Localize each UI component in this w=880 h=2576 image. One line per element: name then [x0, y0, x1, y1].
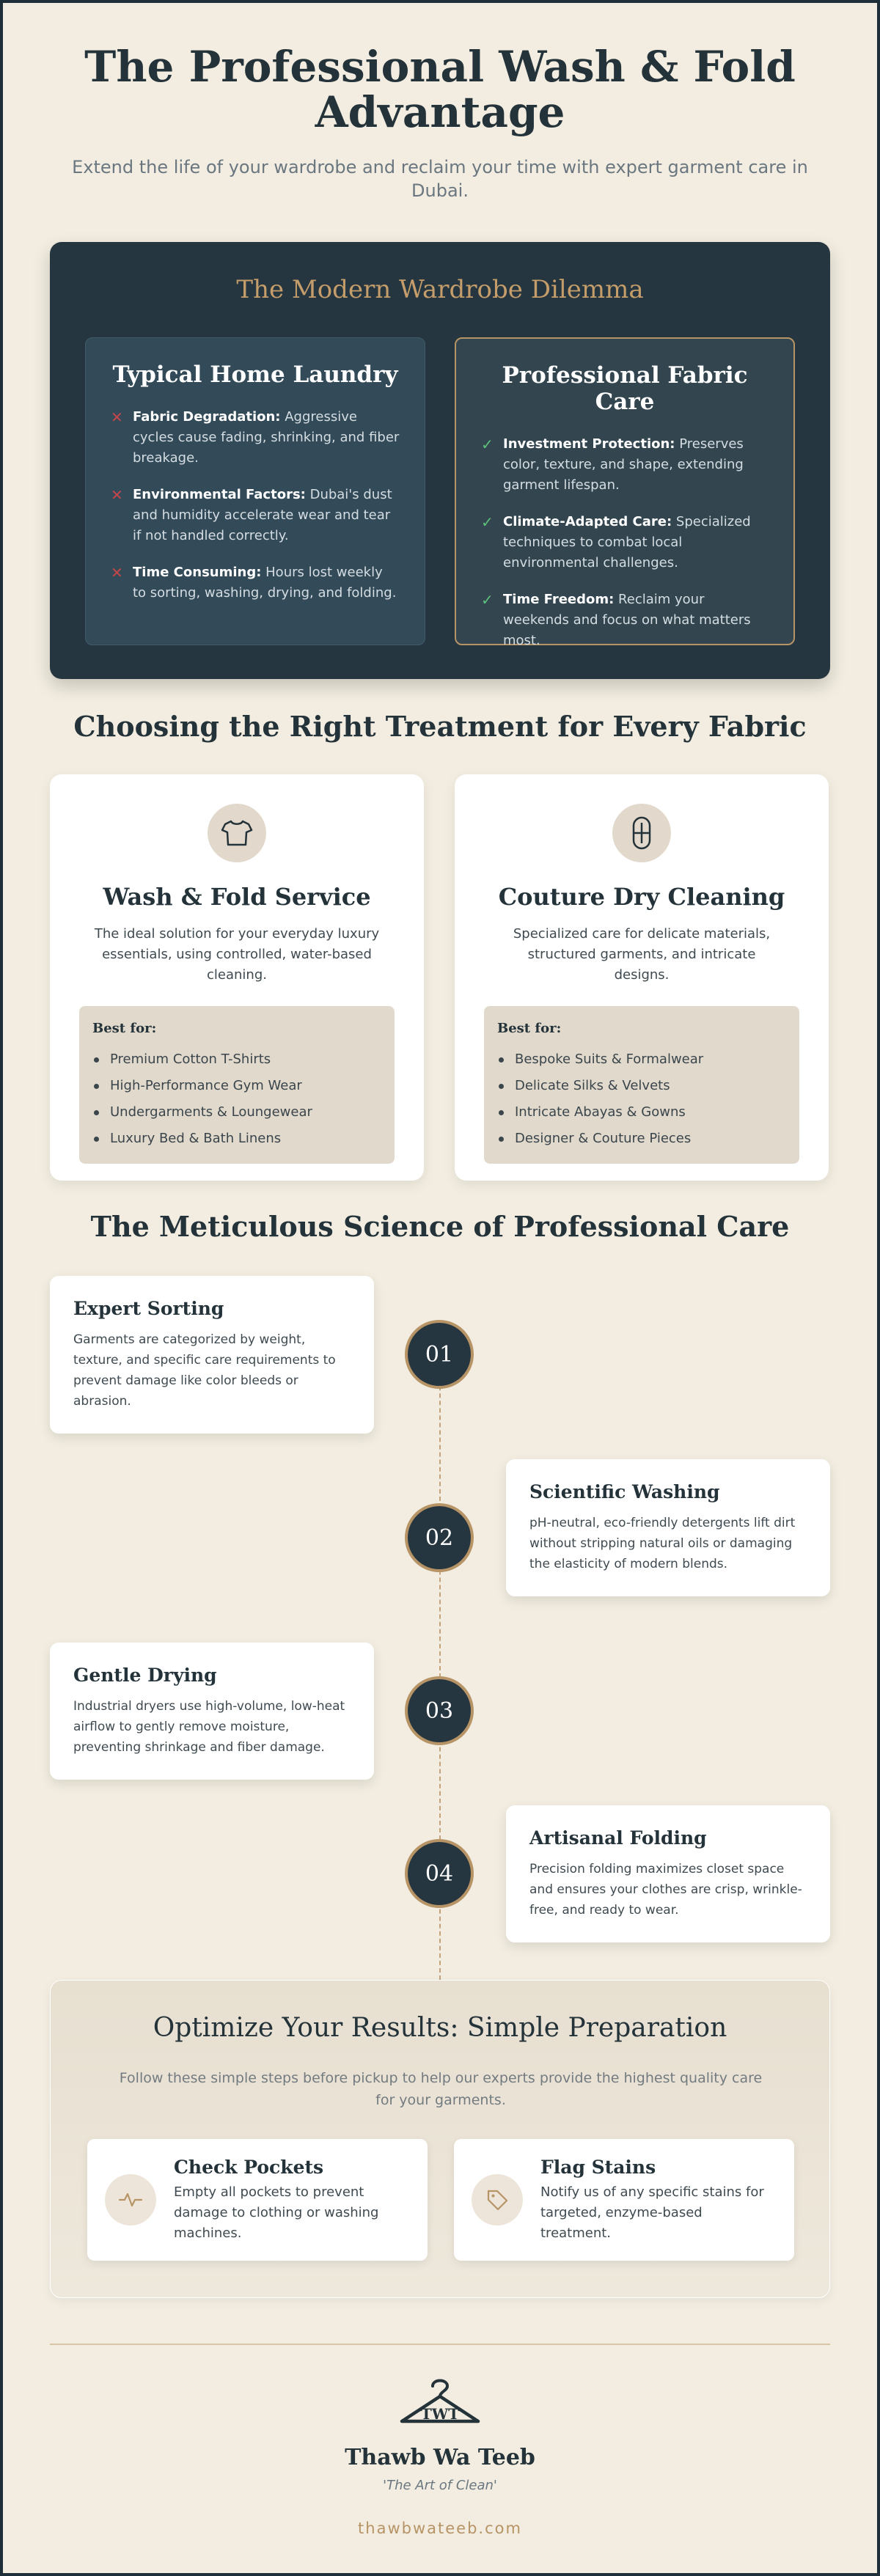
item-text: Hours lost weekly to sorting, washing, drying, and folding.: [133, 565, 397, 601]
footer-divider: [50, 2344, 830, 2345]
item-label: Environmental Factors:: [133, 487, 306, 502]
home-item: [111, 562, 400, 603]
tag-icon: [472, 2174, 523, 2225]
best-for-label: Best for:: [497, 1021, 562, 1036]
check-icon: ✓: [481, 436, 494, 453]
hanger-logo: [0, 2376, 880, 2434]
home-item: [111, 407, 400, 469]
step-text: Precision folding maximizes closet space and ensures your clothes are crisp, wrinkle-free, and ready to wear.: [529, 1862, 802, 1918]
best-for-label: Best for:: [92, 1021, 157, 1036]
step-text: Garments are categorized by weight, texture, and specific care requirements to prevent damage like color bleeds or abrasion.: [73, 1332, 336, 1409]
preparation-subtitle: Follow these simple steps before pickup to help our experts provide the highest quality care for your garments.: [119, 2070, 763, 2108]
page-subtitle: Extend the life of your wardrobe and reclaim your time with expert garment care in Dubai.: [72, 157, 808, 201]
step-number: 03: [405, 1676, 474, 1745]
item-text: Reclaim your weekends and focus on what matters most.: [503, 592, 751, 648]
x-icon: ✕: [111, 408, 123, 426]
brand-name: Thawb Wa Teeb: [345, 2445, 535, 2470]
check-icon: ✓: [481, 513, 494, 531]
x-icon: ✕: [111, 486, 123, 504]
list-item: Intricate Abayas & Gowns: [497, 1099, 786, 1126]
best-for-list: [497, 1046, 786, 1152]
item-label: Fabric Degradation:: [133, 409, 281, 425]
wash-fold-desc: The ideal solution for your everyday luxury essentials, using controlled, water-based cleaning.: [94, 926, 380, 983]
item-label: Time Consuming:: [133, 565, 262, 580]
check-icon: ✓: [481, 591, 494, 609]
tshirt-icon: [208, 804, 266, 862]
logo-text: TWT: [420, 2405, 460, 2423]
pro-item: [481, 590, 769, 651]
treatment-title: Choosing the Right Treatment for Every Fabric: [73, 710, 807, 743]
step-card-folding: [506, 1805, 830, 1942]
hero: [44, 44, 836, 202]
wash-fold-card: [50, 774, 424, 1181]
dry-cleaning-desc: Specialized care for delicate materials, structured garments, and intricate designs.: [513, 926, 771, 983]
professional-care-title: Professional Fabric Care: [502, 362, 748, 415]
step-number: 02: [405, 1503, 474, 1572]
prep-card-text: Notify us of any specific stains for targeted, enzyme-based treatment.: [540, 2184, 764, 2241]
prep-card-title: Check Pockets: [174, 2156, 324, 2178]
item-text: Specialized techniques to combat local environmental challenges.: [503, 514, 751, 570]
item-text: Aggressive cycles cause fading, shrinking, and fiber breakage.: [133, 409, 400, 466]
dry-cleaning-title: Couture Dry Cleaning: [498, 883, 785, 911]
step-text: Industrial dryers use high-volume, low-heat airflow to gently remove moisture, preventing shrinkage and fiber damage.: [73, 1699, 345, 1755]
dry-cleaning-card: [455, 774, 829, 1181]
check-pockets-card: [87, 2139, 428, 2261]
step-text: pH-neutral, eco-friendly detergents lift dirt without stripping natural oils or damaging the elasticity of modern blends.: [529, 1516, 796, 1571]
prep-card-text: Empty all pockets to prevent damage to clothing or washing machines.: [174, 2184, 379, 2241]
preparation-title: Optimize Your Results: Simple Preparation: [153, 2013, 727, 2043]
website-link[interactable]: thawbwateeb.com: [358, 2520, 522, 2537]
step-card-sorting: [50, 1276, 374, 1434]
step-card-drying: [50, 1643, 374, 1780]
step-title: Artisanal Folding: [529, 1827, 707, 1849]
item-label: Investment Protection:: [503, 436, 675, 452]
step-title: Scientific Washing: [529, 1481, 720, 1502]
pulse-icon: [105, 2174, 156, 2225]
professional-care-card: [455, 337, 795, 648]
list-item: High-Performance Gym Wear: [92, 1073, 381, 1099]
step-card-washing: [506, 1459, 830, 1596]
list-item: Delicate Silks & Velvets: [497, 1073, 786, 1099]
list-item: Designer & Couture Pieces: [497, 1126, 786, 1152]
item-text: Dubai's dust and humidity accelerate wear and tear if not handled correctly.: [133, 487, 392, 543]
x-icon: ✕: [111, 564, 123, 581]
list-item: Premium Cotton T-Shirts: [92, 1046, 381, 1073]
item-label: Climate-Adapted Care:: [503, 514, 672, 529]
process-title: The Meticulous Science of Professional Care: [90, 1210, 790, 1243]
wash-fold-title: Wash & Fold Service: [103, 883, 371, 911]
item-text: Preserves color, texture, and shape, extending garment lifespan.: [503, 436, 744, 493]
step-number: 04: [405, 1839, 474, 1908]
step-title: Gentle Drying: [73, 1665, 217, 1686]
home-laundry-title: Typical Home Laundry: [112, 362, 398, 388]
flag-stains-card: [454, 2139, 794, 2261]
prep-card-title: Flag Stains: [540, 2156, 656, 2178]
pro-item: [481, 434, 769, 496]
list-item: Luxury Bed & Bath Linens: [92, 1126, 381, 1152]
footer: [0, 2376, 880, 2537]
step-title: Expert Sorting: [73, 1298, 224, 1319]
garment-bag-icon: [612, 804, 671, 862]
best-for-list: [92, 1046, 381, 1152]
list-item: Undergarments & Loungewear: [92, 1099, 381, 1126]
brand-tagline: 'The Art of Clean': [383, 2478, 497, 2493]
preparation-section: [50, 1980, 830, 2298]
item-label: Time Freedom:: [503, 592, 615, 607]
dilemma-title: The Modern Wardrobe Dilemma: [236, 275, 644, 304]
home-laundry-card: [85, 337, 425, 645]
page-title: The Professional Wash & Fold Advantage: [84, 42, 796, 137]
pro-item: [481, 512, 769, 573]
step-number: 01: [405, 1320, 474, 1389]
dilemma-section: [50, 242, 830, 679]
home-item: [111, 485, 400, 546]
list-item: Bespoke Suits & Formalwear: [497, 1046, 786, 1073]
best-for-box: [79, 1006, 395, 1164]
best-for-box: [484, 1006, 799, 1164]
